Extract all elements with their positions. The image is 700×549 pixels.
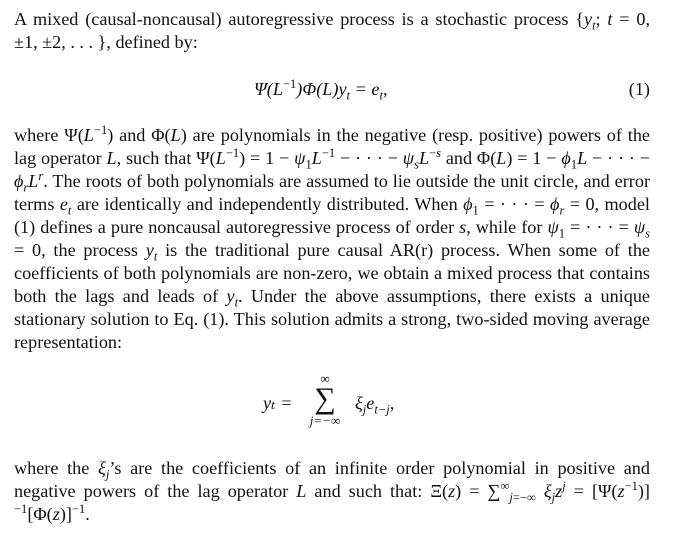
equation-1-expression: $\Psi(L^{-1})\Phi(L)y_t = e_t$,: [254, 76, 388, 103]
sum-lower-limit: j=−∞: [309, 413, 341, 428]
summation-operator: [301, 372, 349, 429]
equation-1-number: (1): [628, 79, 650, 99]
sigma-symbol: ∑: [314, 382, 336, 415]
equation-1: [14, 76, 650, 106]
equation-2: [263, 372, 463, 442]
equation-2-rhs: $\xi_je_{t-j}$,: [355, 393, 395, 417]
paragraph-intro: A mixed (causal-noncausal) autoregressive process is a stochastic process {$y_t$; t = 0, ±1, ±2, . . . }, defined by:: [14, 9, 650, 52]
paragraph-coefficients: where the $\xi_j’s$ are the coefficients of an infinite order polynomial in positive and negative powers of the lag operator L and such that: $\Xi(z) = \sum^\infty_{j=-\infty}$ $\xi_jz^j = [\Psi(z^{-1})]^{-1}[\Phi(z)]^{-1}$.: [14, 458, 650, 524]
equation-2-lhs: yₜ =: [263, 393, 293, 413]
paragraph-model-description: where $\Psi(L^{-1})$ and Φ(L) are polynomials in the negative (resp. positive) powers of the lag operator L, such that $\Psi(L^{-1}) = 1 - \psi_1L^{-1}$ − · · · − $\psi_sL^{-s}$ and $\Phi(L) = 1 - \phi_1L$ − · · · − $\phi_rL^r$. The roots of both polynomials are assumed to lie outside the unit circle, and error terms $e_t$ are identically and independently distributed. When $\phi_1$ = · · · = $\phi_r = 0$, model (1) defines a pure noncausal autoregressive process of order s, while for $\psi_1$ = · · · = $\psi_s = 0$, the process $y_t$ is the traditional pure causal AR(r) process. When some of the coefficients of both polynomials are non-zero, we obtain a mixed process that contains both the lags and leads of $y_t$. Under the above assumptions, there exists a unique stationary solution to Eq. (1). This solution admits a strong, two-sided moving average representation:: [14, 122, 651, 352]
sum-upper-limit: ∞: [320, 371, 330, 386]
